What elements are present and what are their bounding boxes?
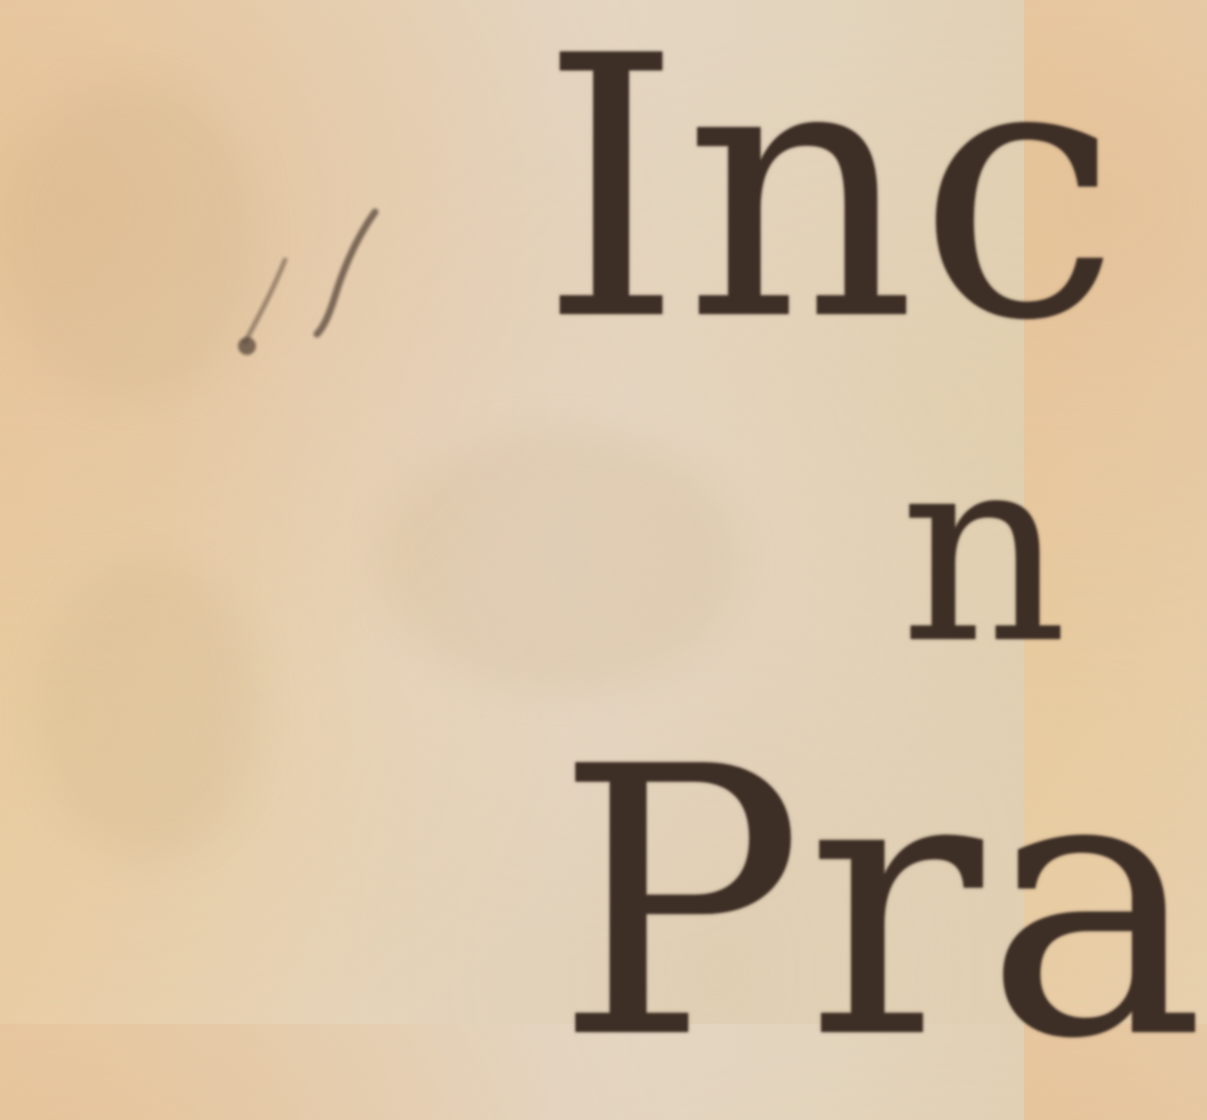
paper-stain (0, 80, 260, 400)
text-line-1: Inc (540, 0, 1122, 399)
pen-stroke-icon (225, 200, 385, 370)
text-line-2: n (900, 399, 1070, 701)
paper-stain (40, 560, 260, 860)
paper-stain (380, 430, 740, 690)
text-line-3: Pra (555, 690, 1207, 1120)
